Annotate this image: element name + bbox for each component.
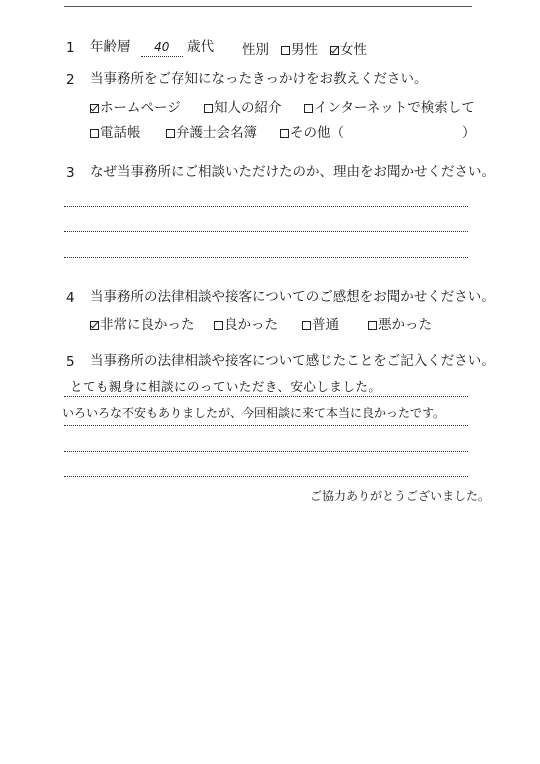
q3-number: 3 bbox=[66, 165, 75, 181]
referral-checkbox[interactable] bbox=[204, 104, 213, 113]
very-good-label: 非常に良かった bbox=[100, 317, 195, 333]
female-label: 女性 bbox=[340, 42, 367, 58]
good-checkbox[interactable] bbox=[214, 321, 223, 330]
q4-option-average[interactable] bbox=[302, 313, 339, 333]
q5-number: 5 bbox=[66, 354, 75, 370]
age-field[interactable] bbox=[141, 38, 183, 57]
q1-number: 1 bbox=[66, 40, 75, 56]
q5-answer-text-2: いろいろな不安もありましたが、今回相談に来て本当に良かったです。 bbox=[62, 406, 446, 420]
q4-option-bad[interactable] bbox=[368, 313, 432, 333]
good-label: 良かった bbox=[224, 317, 278, 333]
bad-label: 悪かった bbox=[378, 317, 432, 333]
internet-label: インターネットで検索して bbox=[314, 100, 475, 116]
q4-option-very-good[interactable] bbox=[90, 313, 195, 333]
q5-answer-line-3[interactable] bbox=[64, 451, 468, 452]
gender-male-option[interactable] bbox=[281, 38, 318, 58]
q2-number: 2 bbox=[66, 72, 75, 88]
q5-answer-text-1: とても親身に相談にのっていただき、安心しました。 bbox=[70, 379, 382, 394]
average-checkbox[interactable] bbox=[302, 321, 311, 330]
referral-label: 知人の紹介 bbox=[214, 100, 282, 116]
q1-row bbox=[90, 38, 214, 57]
average-label: 普通 bbox=[312, 317, 339, 333]
homepage-checkbox[interactable] bbox=[90, 104, 99, 113]
q4-option-good[interactable] bbox=[214, 313, 278, 333]
q3-question: なぜ当事務所にご相談いただけたのか、理由をお聞かせください。 bbox=[90, 164, 495, 180]
female-checkbox[interactable] bbox=[330, 46, 339, 55]
q4-question: 当事務所の法律相談や接客についてのご感想をお聞かせください。 bbox=[90, 289, 495, 305]
bar-directory-label: 弁護士会名簿 bbox=[176, 125, 257, 141]
q5-answer-line-1[interactable] bbox=[64, 396, 468, 397]
q4-number: 4 bbox=[66, 290, 75, 306]
bad-checkbox[interactable] bbox=[368, 321, 377, 330]
bar-directory-checkbox[interactable] bbox=[166, 129, 175, 138]
age-suffix: 歳代 bbox=[187, 39, 215, 55]
footer-thanks: ご協力ありがとうございました。 bbox=[310, 489, 491, 503]
homepage-label: ホームページ bbox=[100, 100, 181, 116]
top-rule bbox=[64, 6, 472, 7]
q3-answer-line-1[interactable] bbox=[64, 206, 468, 207]
internet-checkbox[interactable] bbox=[304, 104, 313, 113]
other-paren-close: ） bbox=[462, 125, 476, 141]
phonebook-checkbox[interactable] bbox=[90, 129, 99, 138]
q2-option-phonebook[interactable] bbox=[90, 121, 141, 141]
q2-option-homepage[interactable] bbox=[90, 96, 181, 116]
q2-option-referral[interactable] bbox=[204, 96, 282, 116]
other-checkbox[interactable] bbox=[280, 129, 289, 138]
q2-option-internet[interactable] bbox=[304, 96, 475, 116]
q2-option-bar-directory[interactable] bbox=[166, 121, 257, 141]
q5-answer-line-4[interactable] bbox=[64, 476, 468, 477]
q3-answer-line-2[interactable] bbox=[64, 231, 468, 232]
age-value: 40 bbox=[154, 40, 170, 54]
q3-answer-line-3[interactable] bbox=[64, 257, 468, 258]
phonebook-label: 電話帳 bbox=[100, 125, 141, 141]
other-label: その他（ bbox=[290, 125, 344, 141]
q2-question: 当事務所をご存知になったきっかけをお教えください。 bbox=[90, 71, 428, 87]
male-checkbox[interactable] bbox=[281, 46, 290, 55]
male-label: 男性 bbox=[291, 42, 318, 58]
age-label: 年齢層 bbox=[90, 39, 131, 55]
q5-answer-line-2[interactable] bbox=[64, 425, 468, 426]
very-good-checkbox[interactable] bbox=[90, 321, 99, 330]
gender-female-option[interactable] bbox=[330, 38, 367, 58]
gender-label: 性別 bbox=[242, 42, 269, 58]
q2-option-other[interactable] bbox=[280, 121, 344, 141]
q5-question: 当事務所の法律相談や接客について感じたことをご記入ください。 bbox=[90, 353, 495, 369]
